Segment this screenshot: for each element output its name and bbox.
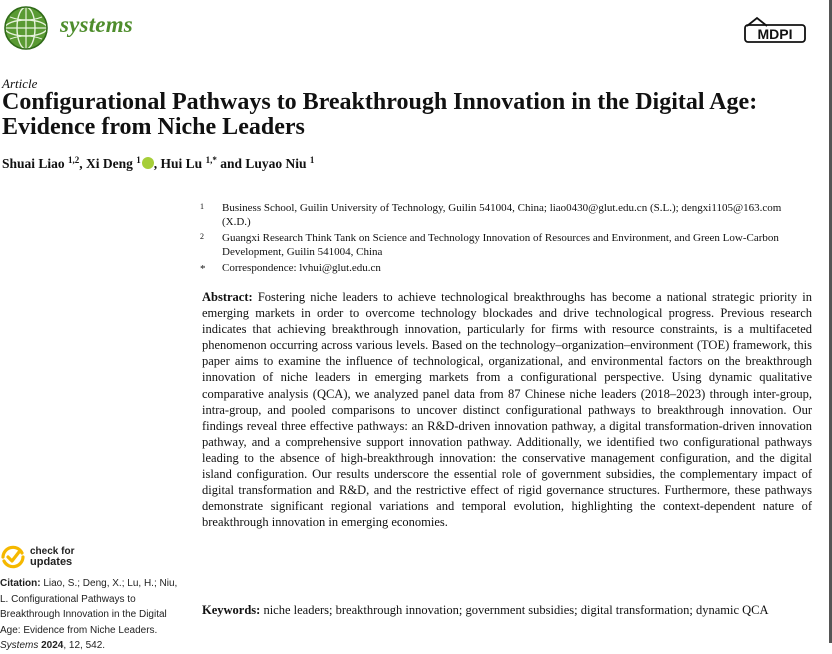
- affiliations: [200, 201, 800, 277]
- abstract-label: Abstract:: [202, 290, 253, 304]
- affiliation-item: [200, 261, 800, 275]
- citation-journal: Systems: [0, 640, 39, 651]
- author-affiliation-mark: 1: [309, 155, 315, 165]
- author-name[interactable]: Shuai Liao: [2, 156, 65, 171]
- correspondence-text: Correspondence: lvhui@glut.edu.cn: [222, 262, 381, 274]
- affiliation-item: [200, 201, 800, 229]
- author-affiliation-mark: 1: [136, 155, 141, 165]
- publisher-name: MDPI: [757, 26, 793, 42]
- journal-name: systems: [60, 12, 133, 37]
- abstract-text: Fostering niche leaders to achieve technological breakthroughs has become a national strategic priority in emerging markets in order to overcome technology blockades and drive technological progress. Previous research indicates that achieving breakthrough innovation, particularly for firms with resource constraints, is a multifaceted phenomenon occurring across various levels. Based on the technology–organization–environment (TOE) framework, this paper aims to examine the influence of technological, organizational, and environmental factors on the breakthrough innovation of niche leaders in emerging markets from a configurational perspective. Using dynamic qualitative comparative analysis (QCA), we analyzed panel data from 87 Chinese niche leaders (2018–2023) through inter-group, intra-group, and pooled comparisons to uncover distinct configurational pathways to breakthrough innovation. Our findings reveal three effective pathways: an R&D-driven innovation pathway, a digital transformation-driven innovation pathway, and a comprehensive support innovation pathway. Additionally, we identified two configurational pathways leading to the absence of high-breakthrough innovation: the conservative management configuration, and the digital island configuration. Our results underscore the essential role of government subsidies, the complementary impact of digital transformation and R&D, and the restrictive effect of rigid governance structures. Furthermore, these pathways demonstrate significant regional variations and temporal evolution, highlighting the context-dependent nature of breakthrough innovation in emerging economies.: [202, 290, 813, 530]
- journal-globe-logo-icon: [0, 5, 52, 51]
- mdpi-logo-icon: [743, 16, 807, 44]
- affiliation-mark: *: [200, 263, 206, 275]
- article-type: Article: [2, 76, 38, 91]
- author-name[interactable]: Xi Deng: [86, 156, 133, 171]
- check-for-updates-badge[interactable]: [0, 545, 100, 569]
- affiliation-mark: 2: [200, 232, 204, 241]
- author-affiliation-mark: 1,2: [68, 155, 80, 165]
- author-list: Shuai Liao $^{1,2}$, Xi Deng $^1$ , Hui Lu $^{1,*}$ and Luyao Niu $^1$: [2, 155, 315, 171]
- check-for-updates-text: check for updates: [30, 546, 75, 568]
- article-title: Configurational Pathways to Breakthrough Innovation in the Digital Age: Evidence from Niche Leaders: [2, 89, 758, 140]
- orcid-icon[interactable]: [142, 157, 154, 169]
- affiliation-item: [200, 231, 800, 259]
- keywords-text: niche leaders; breakthrough innovation; government subsidies; digital transformation; dynamic QCA: [263, 603, 769, 617]
- check-for-updates-icon: [0, 546, 26, 568]
- author-name[interactable]: Luyao Niu: [245, 156, 307, 171]
- citation-block: [0, 576, 185, 651]
- author-affiliation-mark: 1,*: [205, 155, 217, 165]
- author-name[interactable]: Hui Lu: [160, 156, 203, 171]
- citation-label: Citation:: [0, 578, 41, 589]
- citation-text: Liao, S.; Deng, X.; Lu, H.; Niu, L. Configurational Pathways to Breakthrough Innovation in the Digital Age: Evidence from Niche Leaders.: [0, 578, 178, 636]
- citation-year: 2024: [41, 640, 64, 651]
- keywords: [202, 602, 812, 618]
- abstract: [202, 289, 812, 530]
- affiliation-text: Business School, Guilin University of Technology, Guilin 541004, China; liao0430@glut.edu.cn (S.L.); dengxi1105@163.com (X.D.): [222, 202, 782, 228]
- affiliation-mark: 1: [200, 202, 204, 211]
- keywords-label: Keywords:: [202, 603, 261, 617]
- citation-volume-pages: , 12, 542.: [63, 640, 106, 651]
- affiliation-text: Guangxi Research Think Tank on Science and Technology Innovation of Resources and Environment, and Green Low-Carbon Development, Guilin 541004, China: [222, 232, 779, 258]
